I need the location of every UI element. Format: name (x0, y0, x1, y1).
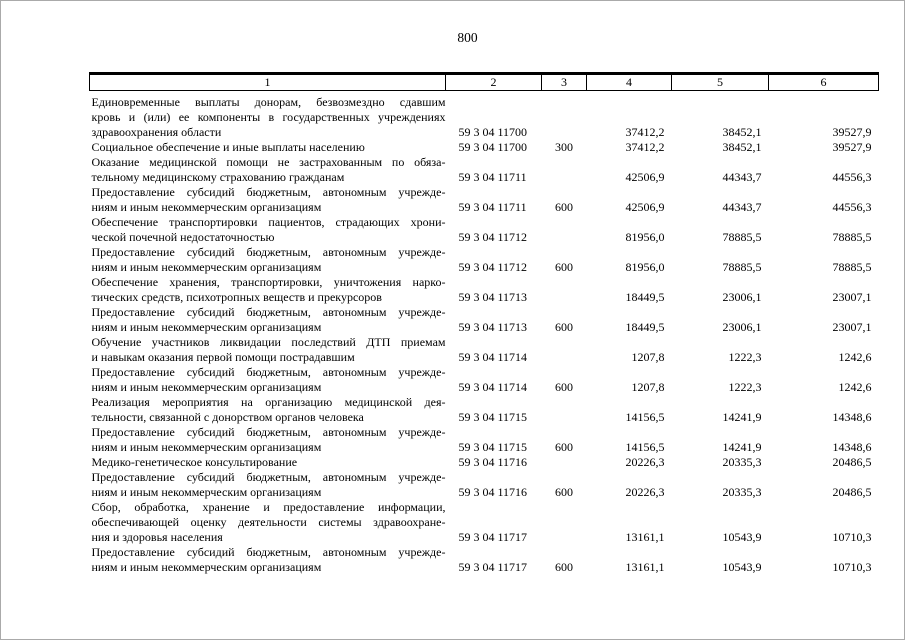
cell-amount-1: 81956,0 (625, 260, 665, 274)
cell-classification-code: 59 3 04 11717 (458, 560, 528, 574)
cell-expense-type-code: 600 (555, 380, 573, 394)
description-line: Предоставление субсидий бюджетным, автономным учрежде- (91, 545, 446, 559)
cell-description (90, 305, 446, 335)
description-line: Реализация мероприятия на организацию медицинской дея- (91, 395, 446, 409)
table-row (90, 155, 879, 185)
cell-classification-code: 59 3 04 11712 (458, 230, 528, 244)
description-line: ниям и иным некоммерческим организациям (91, 380, 322, 394)
description-line: Обеспечение хранения, транспортировки, уничтожения нарко- (91, 275, 446, 289)
cell-classification-code: 59 3 04 11716 (458, 485, 528, 499)
table-header-row (90, 74, 879, 91)
table-row (90, 500, 879, 545)
cell-amount-2: 10543,9 (722, 530, 762, 544)
table-row (90, 185, 879, 215)
cell-amount-1: 1207,8 (631, 350, 665, 364)
cell-amount-2: 38452,1 (722, 125, 762, 139)
header-cell: 1 (90, 74, 446, 91)
cell-amount-2: 23006,1 (722, 320, 762, 334)
cell-description (90, 155, 446, 185)
description-line: ниям и иным некоммерческим организациям (91, 440, 322, 454)
cell-expense-type-code (542, 455, 587, 470)
description-line: Социальное обеспечение и иные выплаты населению (91, 140, 365, 154)
description-line: Медико-генетическое консультирование (91, 455, 298, 469)
cell-expense-type-code (542, 215, 587, 245)
table-row (90, 245, 879, 275)
description-line: ческой почечной недостаточностью (91, 230, 275, 244)
cell-amount-2: 14241,9 (722, 410, 762, 424)
description-line: ниям и иным некоммерческим организациям (91, 320, 322, 334)
cell-amount-2: 1222,3 (728, 350, 762, 364)
cell-amount-3: 23007,1 (832, 290, 872, 304)
cell-description (90, 545, 446, 575)
description-line: ниям и иным некоммерческим организациям (91, 485, 322, 499)
cell-amount-3: 78885,5 (832, 230, 872, 244)
cell-classification-code: 59 3 04 11715 (458, 440, 528, 454)
cell-amount-2: 20335,3 (722, 485, 762, 499)
description-line: Предоставление субсидий бюджетным, автономным учрежде- (91, 305, 446, 319)
cell-amount-3: 14348,6 (832, 410, 872, 424)
cell-classification-code: 59 3 04 11717 (458, 530, 528, 544)
cell-amount-3: 14348,6 (832, 440, 872, 454)
description-line: и навыкам оказания первой помощи пострадавшим (91, 350, 355, 364)
cell-description (90, 185, 446, 215)
cell-expense-type-code (542, 335, 587, 365)
description-line: Обучение участников ликвидации последствий ДТП приемам (91, 335, 446, 349)
cell-amount-3: 23007,1 (832, 320, 872, 334)
cell-amount-1: 14156,5 (625, 440, 665, 454)
cell-classification-code: 59 3 04 11711 (458, 200, 527, 214)
table-row (90, 215, 879, 245)
description-line: ниям и иным некоммерческим организациям (91, 200, 322, 214)
cell-amount-3: 39527,9 (832, 140, 872, 154)
cell-classification-code: 59 3 04 11700 (458, 140, 528, 154)
description-line: тических средств, психотропных веществ и прекурсоров (91, 290, 382, 304)
table-row (90, 545, 879, 575)
cell-description (90, 140, 446, 155)
cell-description (90, 470, 446, 500)
cell-amount-3: 1242,6 (838, 350, 872, 364)
cell-description (90, 275, 446, 305)
cell-amount-2: 20335,3 (722, 455, 762, 469)
cell-expense-type-code (542, 275, 587, 305)
cell-amount-2: 10543,9 (722, 560, 762, 574)
table-row (90, 395, 879, 425)
cell-classification-code: 59 3 04 11712 (458, 260, 528, 274)
description-line: здравоохранения области (91, 125, 222, 139)
page-number: 800 (457, 30, 478, 45)
cell-expense-type-code (542, 91, 587, 141)
cell-amount-1: 18449,5 (625, 290, 665, 304)
header-cell: 6 (769, 74, 879, 91)
cell-expense-type-code: 600 (555, 260, 573, 274)
cell-amount-1: 20226,3 (625, 485, 665, 499)
cell-amount-1: 13161,1 (625, 530, 665, 544)
description-line: Предоставление субсидий бюджетным, автономным учрежде- (91, 365, 446, 379)
description-line: ния и здоровья населения (91, 530, 223, 544)
table-row (90, 140, 879, 155)
cell-amount-1: 1207,8 (631, 380, 665, 394)
cell-description (90, 215, 446, 245)
cell-amount-2: 44343,7 (722, 170, 762, 184)
cell-description (90, 395, 446, 425)
table-row (90, 305, 879, 335)
table-row (90, 275, 879, 305)
cell-amount-3: 78885,5 (832, 260, 872, 274)
cell-amount-3: 1242,6 (838, 380, 872, 394)
budget-table (89, 72, 879, 575)
cell-amount-1: 37412,2 (625, 125, 665, 139)
cell-expense-type-code: 600 (555, 200, 573, 214)
cell-expense-type-code (542, 500, 587, 545)
description-line: кровь и (или) ее компоненты в государственных учреждениях (91, 110, 446, 124)
cell-classification-code: 59 3 04 11711 (458, 170, 527, 184)
cell-amount-1: 18449,5 (625, 320, 665, 334)
cell-amount-1: 81956,0 (625, 230, 665, 244)
header-cell: 4 (587, 74, 672, 91)
cell-amount-2: 78885,5 (722, 260, 762, 274)
cell-classification-code: 59 3 04 11713 (458, 290, 528, 304)
header-cell: 3 (542, 74, 587, 91)
cell-amount-1: 42506,9 (625, 170, 665, 184)
cell-classification-code: 59 3 04 11700 (458, 125, 528, 139)
cell-amount-2: 14241,9 (722, 440, 762, 454)
description-line: тельному медицинскому страхованию гражданам (91, 170, 345, 184)
cell-expense-type-code (542, 395, 587, 425)
cell-amount-3: 10710,3 (832, 560, 872, 574)
description-line: Предоставление субсидий бюджетным, автономным учрежде- (91, 185, 446, 199)
description-line: Предоставление субсидий бюджетным, автономным учрежде- (91, 425, 446, 439)
cell-classification-code: 59 3 04 11713 (458, 320, 528, 334)
cell-expense-type-code (542, 155, 587, 185)
cell-amount-3: 39527,9 (832, 125, 872, 139)
cell-amount-1: 14156,5 (625, 410, 665, 424)
table-row (90, 335, 879, 365)
header-cell: 2 (446, 74, 542, 91)
cell-amount-3: 20486,5 (832, 485, 872, 499)
cell-description (90, 425, 446, 455)
description-line: Предоставление субсидий бюджетным, автономным учрежде- (91, 245, 446, 259)
cell-expense-type-code: 600 (555, 440, 573, 454)
cell-amount-1: 42506,9 (625, 200, 665, 214)
cell-amount-1: 37412,2 (625, 140, 665, 154)
cell-description (90, 455, 446, 470)
description-line: Оказание медицинской помощи не застрахованным по обяза- (91, 155, 446, 169)
cell-amount-1: 13161,1 (625, 560, 665, 574)
cell-description (90, 91, 446, 141)
cell-amount-2: 78885,5 (722, 230, 762, 244)
cell-expense-type-code: 600 (555, 320, 573, 334)
cell-amount-2: 44343,7 (722, 200, 762, 214)
table-row (90, 455, 879, 470)
cell-amount-2: 1222,3 (728, 380, 762, 394)
description-line: ниям и иным некоммерческим организациям (91, 260, 322, 274)
table-body (90, 91, 879, 576)
description-line: тельности, связанной с донорством органов человека (91, 410, 364, 424)
description-line: Предоставление субсидий бюджетным, автономным учрежде- (91, 470, 446, 484)
description-line: Единовременные выплаты донорам, безвозмездно сдавшим (91, 95, 446, 109)
cell-amount-3: 44556,3 (832, 170, 872, 184)
cell-amount-3: 44556,3 (832, 200, 872, 214)
description-line: ниям и иным некоммерческим организациям (91, 560, 322, 574)
cell-amount-2: 38452,1 (722, 140, 762, 154)
table-row (90, 470, 879, 500)
cell-amount-1: 20226,3 (625, 455, 665, 469)
description-line: Обеспечение транспортировки пациентов, страдающих хрони- (91, 215, 446, 229)
cell-description (90, 500, 446, 545)
cell-amount-2: 23006,1 (722, 290, 762, 304)
description-line: обеспечивающей оценку деятельности системы здравоохране- (91, 515, 446, 529)
description-line: Сбор, обработка, хранение и предоставление информации, (91, 500, 446, 514)
cell-amount-3: 10710,3 (832, 530, 872, 544)
cell-description (90, 245, 446, 275)
cell-expense-type-code: 600 (555, 485, 573, 499)
cell-description (90, 335, 446, 365)
cell-classification-code: 59 3 04 11714 (458, 380, 528, 394)
table-row (90, 365, 879, 395)
cell-classification-code: 59 3 04 11714 (458, 350, 528, 364)
header-cell: 5 (672, 74, 769, 91)
cell-description (90, 365, 446, 395)
cell-classification-code: 59 3 04 11715 (458, 410, 528, 424)
table-row (90, 425, 879, 455)
cell-expense-type-code: 300 (555, 140, 573, 154)
cell-expense-type-code: 600 (555, 560, 573, 574)
cell-classification-code: 59 3 04 11716 (458, 455, 528, 469)
cell-amount-3: 20486,5 (832, 455, 872, 469)
table-row (90, 91, 879, 141)
